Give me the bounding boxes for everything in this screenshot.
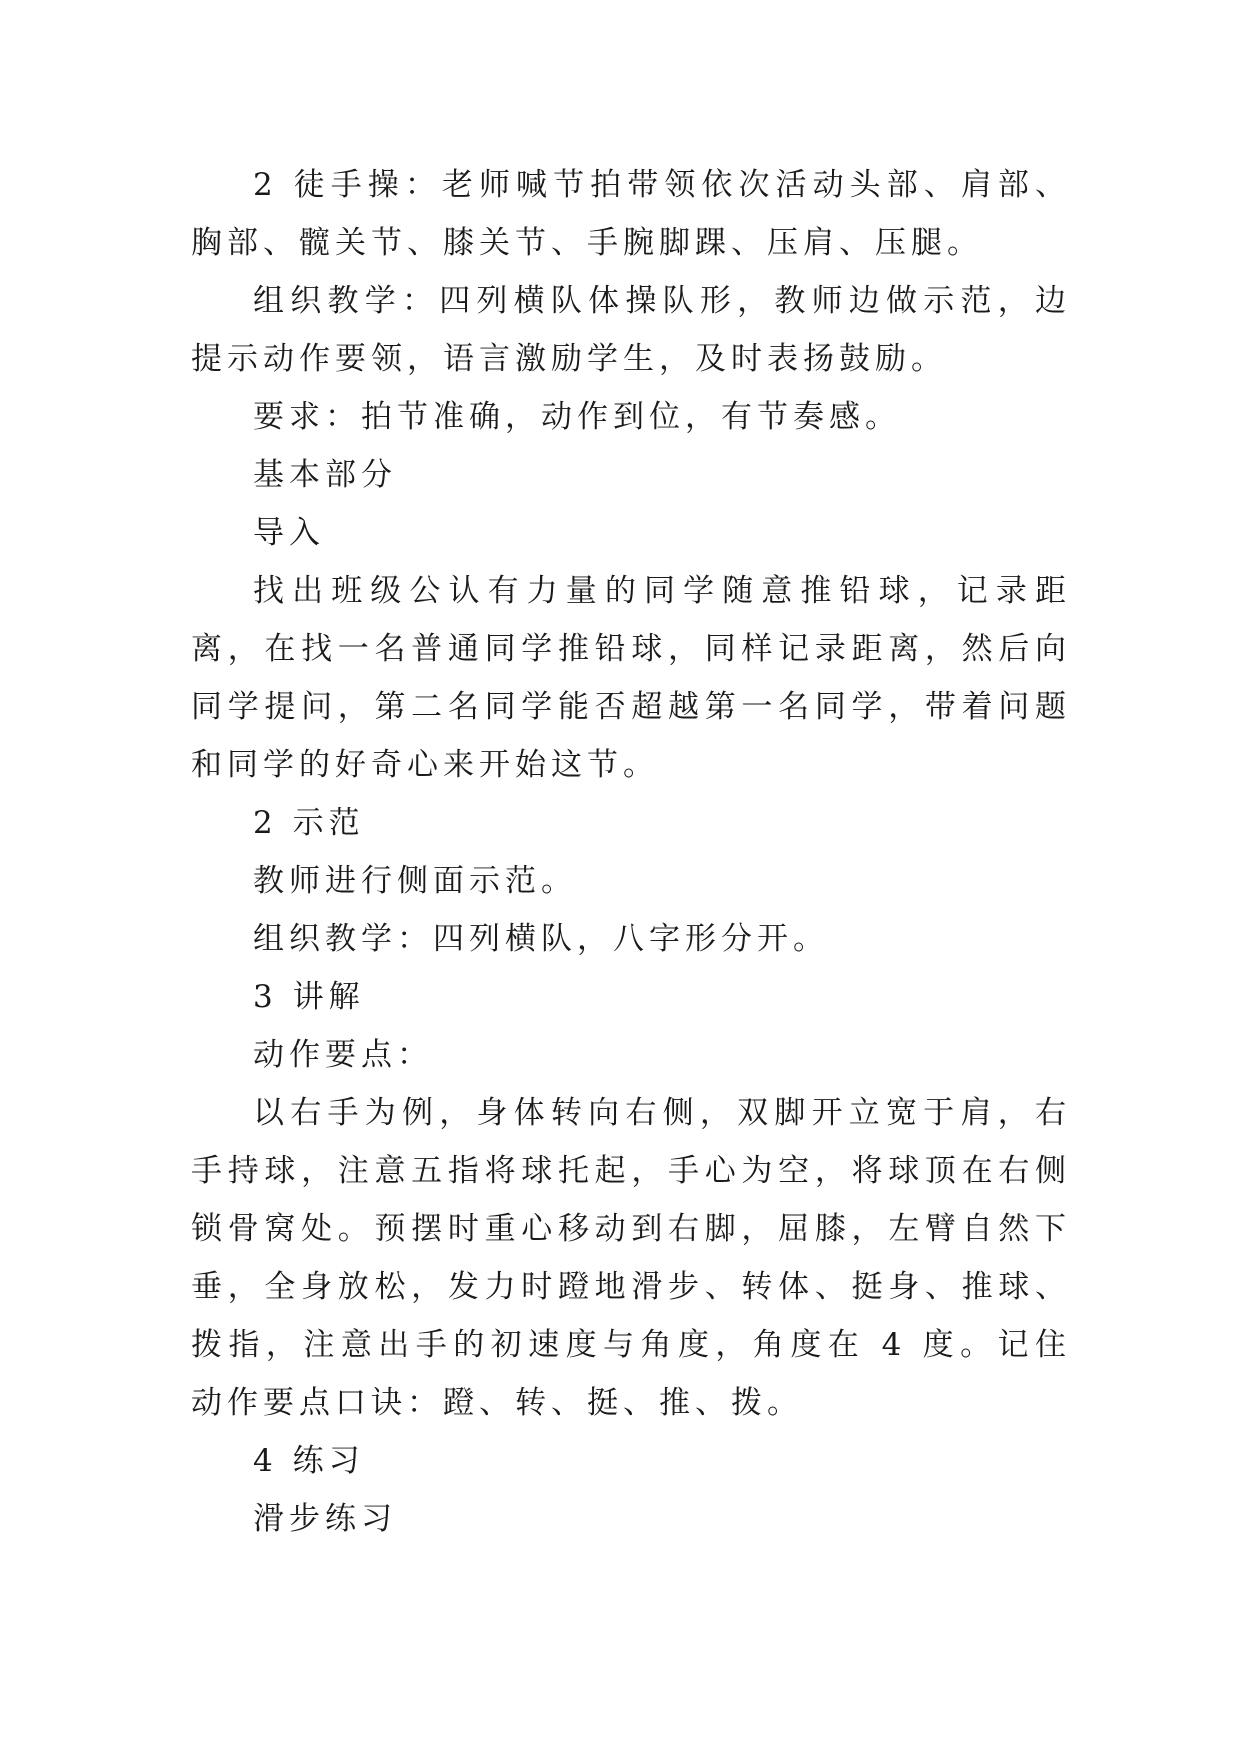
heading-key-points: 动作要点： <box>253 1037 433 1073</box>
paragraph-organization: 组织教学：四列横队体操队形，教师边做示范，边提示动作要领，语言激励学生，及时表扬鼓励。 <box>191 283 1071 377</box>
paragraph-introduction: 找出班级公认有力量的同学随意推铅球，记录距离，在找一名普通同学推铅球，同样记录距离，然后向同学提问，第二名同学能否超越第一名同学，带着问题和同学的好奇心来开始这节。 <box>191 573 1071 783</box>
heading-basic-part: 基本部分 <box>253 457 397 493</box>
heading-practice: 4 练习 <box>253 1443 365 1479</box>
heading-demonstration: 2 示范 <box>253 805 365 841</box>
paragraph-key-points: 以右手为例，身体转向右侧，双脚开立宽于肩，右手持球，注意五指将球托起，手心为空，将球顶在右侧锁骨窝处。预摆时重心移动到右脚，屈膝，左臂自然下垂，全身放松，发力时蹬地滑步、转体、挺身、推球、拨指，注意出手的初速度与角度，角度在 4 度。记住动作要点口诀：蹬、转、挺、推、拨。 <box>191 1095 1071 1421</box>
paragraph-demonstration: 教师进行侧面示范。 <box>253 863 577 899</box>
paragraph-glide-practice: 滑步练习 <box>253 1501 397 1537</box>
paragraph-requirements: 要求：拍节准确，动作到位，有节奏感。 <box>253 399 901 435</box>
paragraph-warmup-exercise: 2 徒手操：老师喊节拍带领依次活动头部、肩部、胸部、髋关节、膝关节、手腕脚踝、压肩、压腿。 <box>191 167 1071 261</box>
heading-explanation: 3 讲解 <box>253 979 365 1015</box>
paragraph-demo-organization: 组织教学：四列横队，八字形分开。 <box>253 921 829 957</box>
document-body <box>191 156 1071 1548</box>
heading-introduction: 导入 <box>253 515 325 551</box>
